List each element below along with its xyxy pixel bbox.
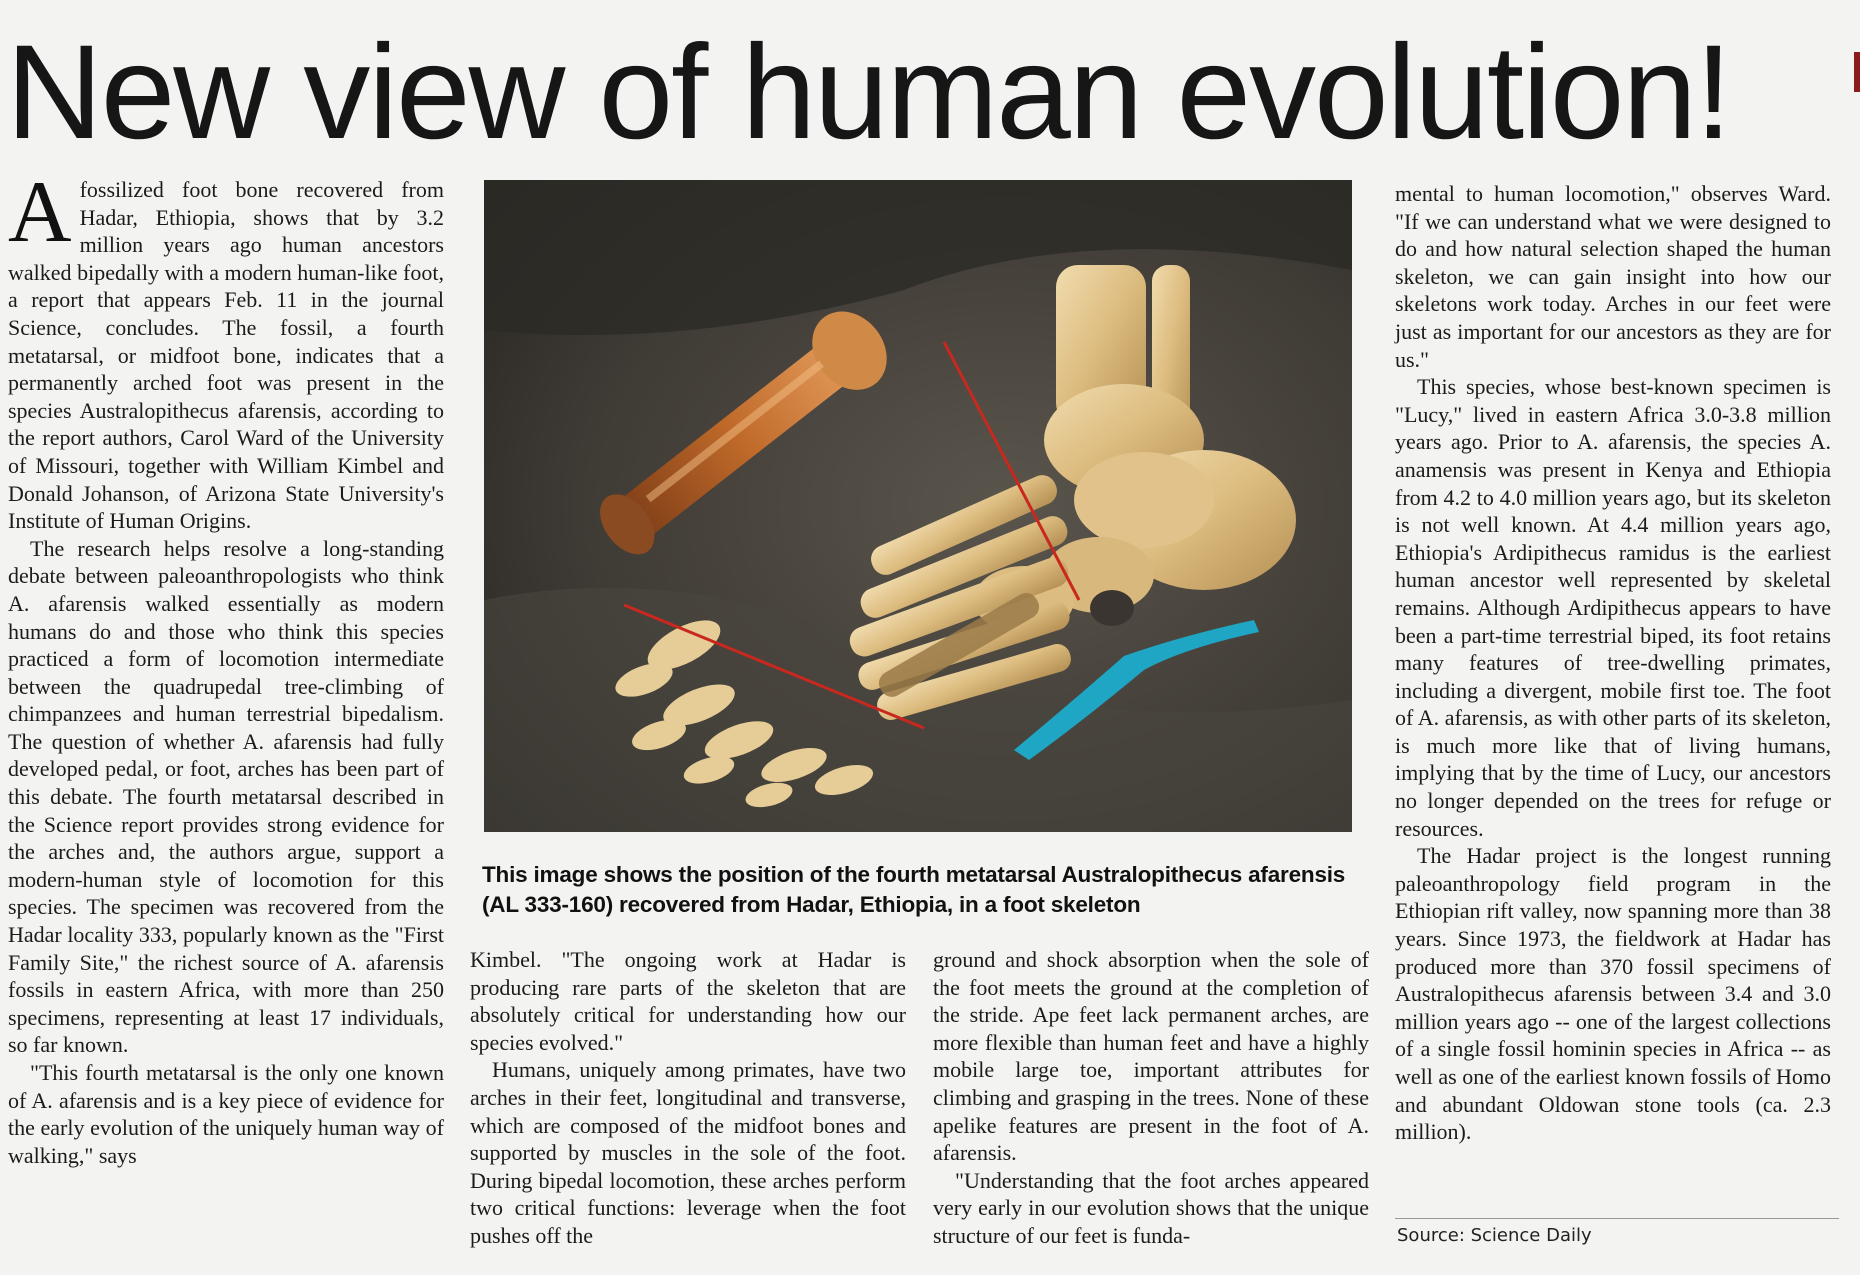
lead-paragraph: [8, 164, 444, 535]
paragraph: The Hadar project is the longest running paleoanthropology field program in the Ethiopian rift valley, now spanning more than 38 years. Since 1973, the fieldwork at Hadar has produced more than 370 fossil specimens of Australopithecus afarensis between 3.4 and 3.0 million years ago -- one of the largest collections of a single fossil hominin species in Africa -- as well as one of the earliest known fossils of Homo and abundant Oldowan stone tools (ca. 2.3 million).: [1395, 843, 1831, 1145]
paragraph: The research helps resolve a long-standing debate between paleoanthropologists who think A. afarensis walked essentially as modern humans do and those who think this species practiced a form of locomotion intermediate between the quadrupedal tree-climbing of chimpanzees and human terrestrial bipedalism. The question of whether A. afarensis had fully developed pedal, or foot, arches has been part of this debate. The fourth metatarsal described in the Science report provides strong evidence for the arches and, the authors argue, support a modern-human style of locomotion for this species. The specimen was recovered from the Hadar locality 333, popularly known as the "First Family Site," the richest source of A. afarensis fossils in eastern Africa, with more than 250 specimens, representing at least 17 individuals, so far known.: [8, 535, 444, 1058]
paragraph: This species, whose best-known specimen is "Lucy," lived in eastern Africa 3.0-3.8 million years ago. Prior to A. afarensis, the species A. anamensis was present in Kenya and Ethiopia from 4.2 to 4.0 million years ago, but its skeleton is not well known. At 4.4 million years ago, Ethiopia's Ardipithecus ramidus is the earliest human ancestor well represented by skeletal remains. Although Ardipithecus appears to have been a part-time terrestrial biped, its foot retains many features of tree-dwelling primates, including a divergent, mobile first toe. The foot of A. afarensis, as with other parts of its skeleton, is much more like that of living humans, implying that by the time of Lucy, our ancestors no longer depended on the trees for refuge or resources.: [1395, 374, 1831, 841]
paragraph: Humans, uniquely among primates, have two arches in their feet, longitudinal and transverse, which are composed of the midfoot bones and supported by muscles in the sole of the foot. During bipedal locomotion, these arches perform two critical functions: leverage when the foot pushes off the: [470, 1057, 906, 1248]
headline: New view of human evolution!: [6, 18, 1731, 167]
article-column-1: [8, 164, 444, 1169]
article-column-4: [1395, 180, 1831, 1146]
lead-paragraph-text: fossilized foot bone recovered from Hadar, Ethiopia, shows that by 3.2 million years ago human ancestors walked bipedally with a modern human-like foot, a report that appears Feb. 11 in the journal Science, concludes. The fossil, a fourth metatarsal, or midfoot bone, indicates that a permanently arched foot was present in the species Australopithecus afarensis, according to the report authors, Carol Ward of the University of Missouri, together with William Kimbel and Donald Johanson, of Arizona State University's Institute of Human Origins.: [8, 177, 444, 534]
drop-cap: A: [8, 164, 72, 261]
source-credit: Source: Science Daily: [1397, 1225, 1592, 1246]
article-column-2: [470, 946, 906, 1250]
paragraph: "Understanding that the foot arches appeared very early in our evolution shows that the unique structure of our feet is funda-: [933, 1167, 1369, 1248]
paragraph: mental to human locomotion," observes Ward. "If we can understand what we were designed to do and how natural selection shaped the human skeleton, we can gain insight into how our skeletons work today. Arches in our feet were just as important for our ancestors as they are for us.": [1395, 181, 1831, 372]
edge-color-mark: [1854, 52, 1860, 92]
foot-skeleton-illustration: [484, 180, 1352, 832]
figure-caption: This image shows the position of the fourth metatarsal Australopithecus afarensis (AL 333-160) recovered from Hadar, Ethiopia, in a foot skeleton: [482, 862, 1346, 917]
paragraph: Kimbel. "The ongoing work at Hadar is producing rare parts of the skeleton that are absolutely critical for understanding how our species evolved.": [470, 947, 906, 1055]
paragraph: ground and shock absorption when the sole of the foot meets the ground at the completion of the stride. Ape feet lack permanent arches, are more flexible than human feet and have a highly mobile large toe, important attributes for climbing and grasping in the trees. None of these apelike features are present in the foot of A. afarensis.: [933, 947, 1369, 1166]
article-column-3: [933, 946, 1369, 1250]
foot-skeleton-figure: [484, 180, 1352, 832]
paragraph: "This fourth metatarsal is the only one known of A. afarensis and is a key piece of evidence for the early evolution of the uniquely human way of walking," says: [8, 1060, 444, 1168]
source-divider: [1395, 1218, 1839, 1219]
